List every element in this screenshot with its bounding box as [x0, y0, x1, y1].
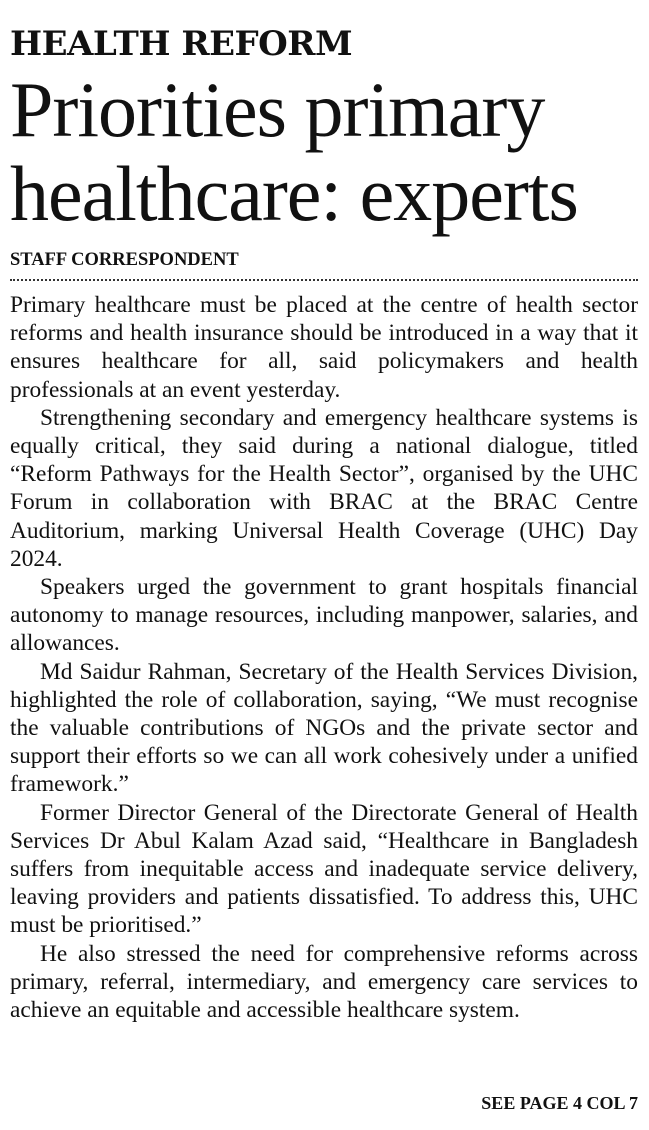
- paragraph-5: Former Director General of the Directorate General of Health Services Dr Abul Kalam Azad said, “Healthcare in Bangladesh suffers from inequitable access and inadequate service delivery, leaving providers and patients dissatisfied. To address this, UHC must be prioritised.”: [10, 799, 638, 939]
- paragraph-4: Md Saidur Rahman, Secretary of the Health Services Division, highlighted the role of collaboration, saying, “We must recognise the valuable contributions of NGOs and the private sector and support their efforts so we can all work cohesively under a unified framework.”: [10, 658, 638, 798]
- section-kicker: HEALTH REFORM: [10, 24, 353, 64]
- headline-line-2: healthcare: experts: [10, 150, 578, 237]
- headline-line-1: Priorities primary: [10, 66, 545, 153]
- paragraph-3: Speakers urged the government to grant hospitals financial autonomy to manage resources, including manpower, salaries, and allowances.: [10, 574, 638, 657]
- continuation-jump-line: SEE PAGE 4 COL 7: [481, 1093, 638, 1113]
- paragraph-6: He also stressed the need for comprehensive reforms across primary, referral, intermediary, and emergency care services to achieve an equitable and accessible healthcare system.: [10, 940, 638, 1024]
- dotted-divider: [10, 279, 638, 281]
- headline: [10, 68, 638, 236]
- article-body: [10, 291, 638, 1024]
- paragraph-1: Primary healthcare must be placed at the centre of health sector reforms and health insurance should be introduced in a way that it ensures healthcare for all, said policymakers and health professionals at an event yesterday.: [10, 292, 638, 403]
- news-article: [10, 22, 638, 1024]
- paragraph-2: Strengthening secondary and emergency healthcare systems is equally critical, they said during a national dialogue, titled “Reform Pathways for the Health Sector”, organised by the UHC Forum in collaboration with BRAC at the BRAC Centre Auditorium, marking Universal Health Coverage (UHC) Day 2024.: [10, 404, 638, 572]
- byline: STAFF CORRESPONDENT: [10, 250, 239, 270]
